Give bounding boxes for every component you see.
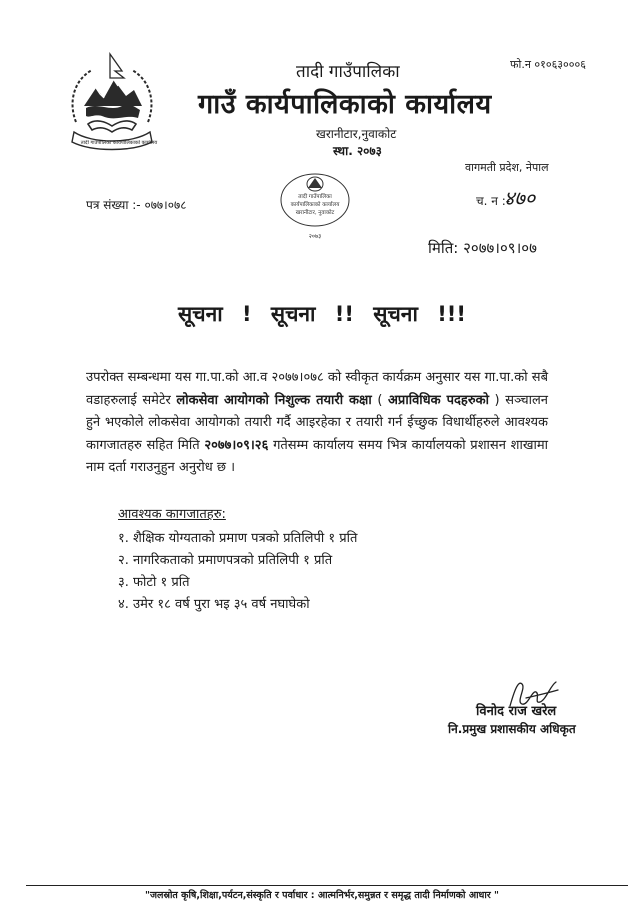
established-year: स्था. २०७३ <box>333 144 382 158</box>
stamp-line-2: कार्यपालिकाको कार्यालय <box>290 202 340 208</box>
body-bold-3: २०७७।०९।२६ <box>204 437 269 453</box>
dispatch-label: च. न :- <box>476 194 511 208</box>
office-address: खरानीटार,नुवाकोट <box>316 127 397 141</box>
stamp-year: २०७३ <box>308 233 322 240</box>
letter-date: मिति: २०७७।०९।०७ <box>428 239 537 257</box>
list-item: ३. फोटो १ प्रति <box>118 575 190 590</box>
province-name: वागमती प्रदेश, नेपाल <box>465 161 549 174</box>
office-stamp <box>268 170 362 248</box>
body-bold-2: अप्राविधिक पदहरुको <box>388 392 489 408</box>
body-bold-1: लोकसेवा आयोगको निशुल्क तयारी कक्षा <box>176 392 372 408</box>
documents-list <box>118 528 357 616</box>
body-text-2: ( <box>371 392 388 408</box>
notice-body <box>86 367 548 480</box>
list-item: ४. उमेर १८ वर्ष पुरा भइ ३५ वर्ष नघाघेको <box>118 597 310 612</box>
notice-title: सूचना ! सूचना !! सूचना !!! <box>178 302 466 326</box>
municipality-name: तादी गाउँपालिका <box>296 62 400 82</box>
stamp-line-1: तादी गाउँपालिका <box>298 194 332 200</box>
footer-divider <box>26 885 628 886</box>
letter-number: पत्र संख्या :- ०७७।०७८ <box>86 198 187 212</box>
stamp-line-3: खरानीटार, नुवाकोट <box>295 210 335 216</box>
body-text-1: उपरोक्त सम्बन्धमा यस गा.पा.को आ.व २०७७।०७८ को स्वीकृत कार्यक्रम अनुसार यस गा.पा.को सबै वडाहरुलाई समेटेर <box>86 370 548 408</box>
footer-motto: "जलस्रोत कृषि,शिक्षा,पर्यटन,संस्कृति र पर्वाधार : आत्मनिर्भर,समुन्नत र समृद्ध तादी निर्माणको आधार " <box>145 890 499 901</box>
office-name: गाउँ कार्यपालिकाको कार्यालय <box>198 89 492 120</box>
dispatch-number: ४७० <box>504 186 536 210</box>
emblem-arc-text: तादी गाउँपालिका कार्यपालिकाको कार्यालय <box>80 140 158 146</box>
phone-number: फो.न ०१०६३०००६ <box>510 58 586 71</box>
body-text-3: ) सञ्चालन हुने भएकोले लोकसेवा आयोगको तयारी गर्दै आइरहेका र तयारी गर्न ईच्छुक विधार्थीहरुले आवश्यक कागजातहरु सहित मिति <box>86 392 548 453</box>
list-item: २. नागरिकताको प्रमाणपत्रको प्रतिलिपी १ प्रति <box>118 553 333 568</box>
body-text-4: गतेसम्म कार्यालय समय भित्र कार्यालयको प्रशासन शाखामा नाम दर्ता गराउनुहुन अनुरोध छ । <box>86 437 549 475</box>
signatory-name: विनोद राज खरेल <box>476 704 557 719</box>
documents-heading: आवश्यक कागजातहरु: <box>118 507 226 522</box>
list-item: १. शैक्षिक योग्यताको प्रमाण पत्रको प्रतिलिपी १ प्रति <box>118 531 358 546</box>
signatory-title: नि.प्रमुख प्रशासकीय अधिकृत <box>448 722 576 736</box>
